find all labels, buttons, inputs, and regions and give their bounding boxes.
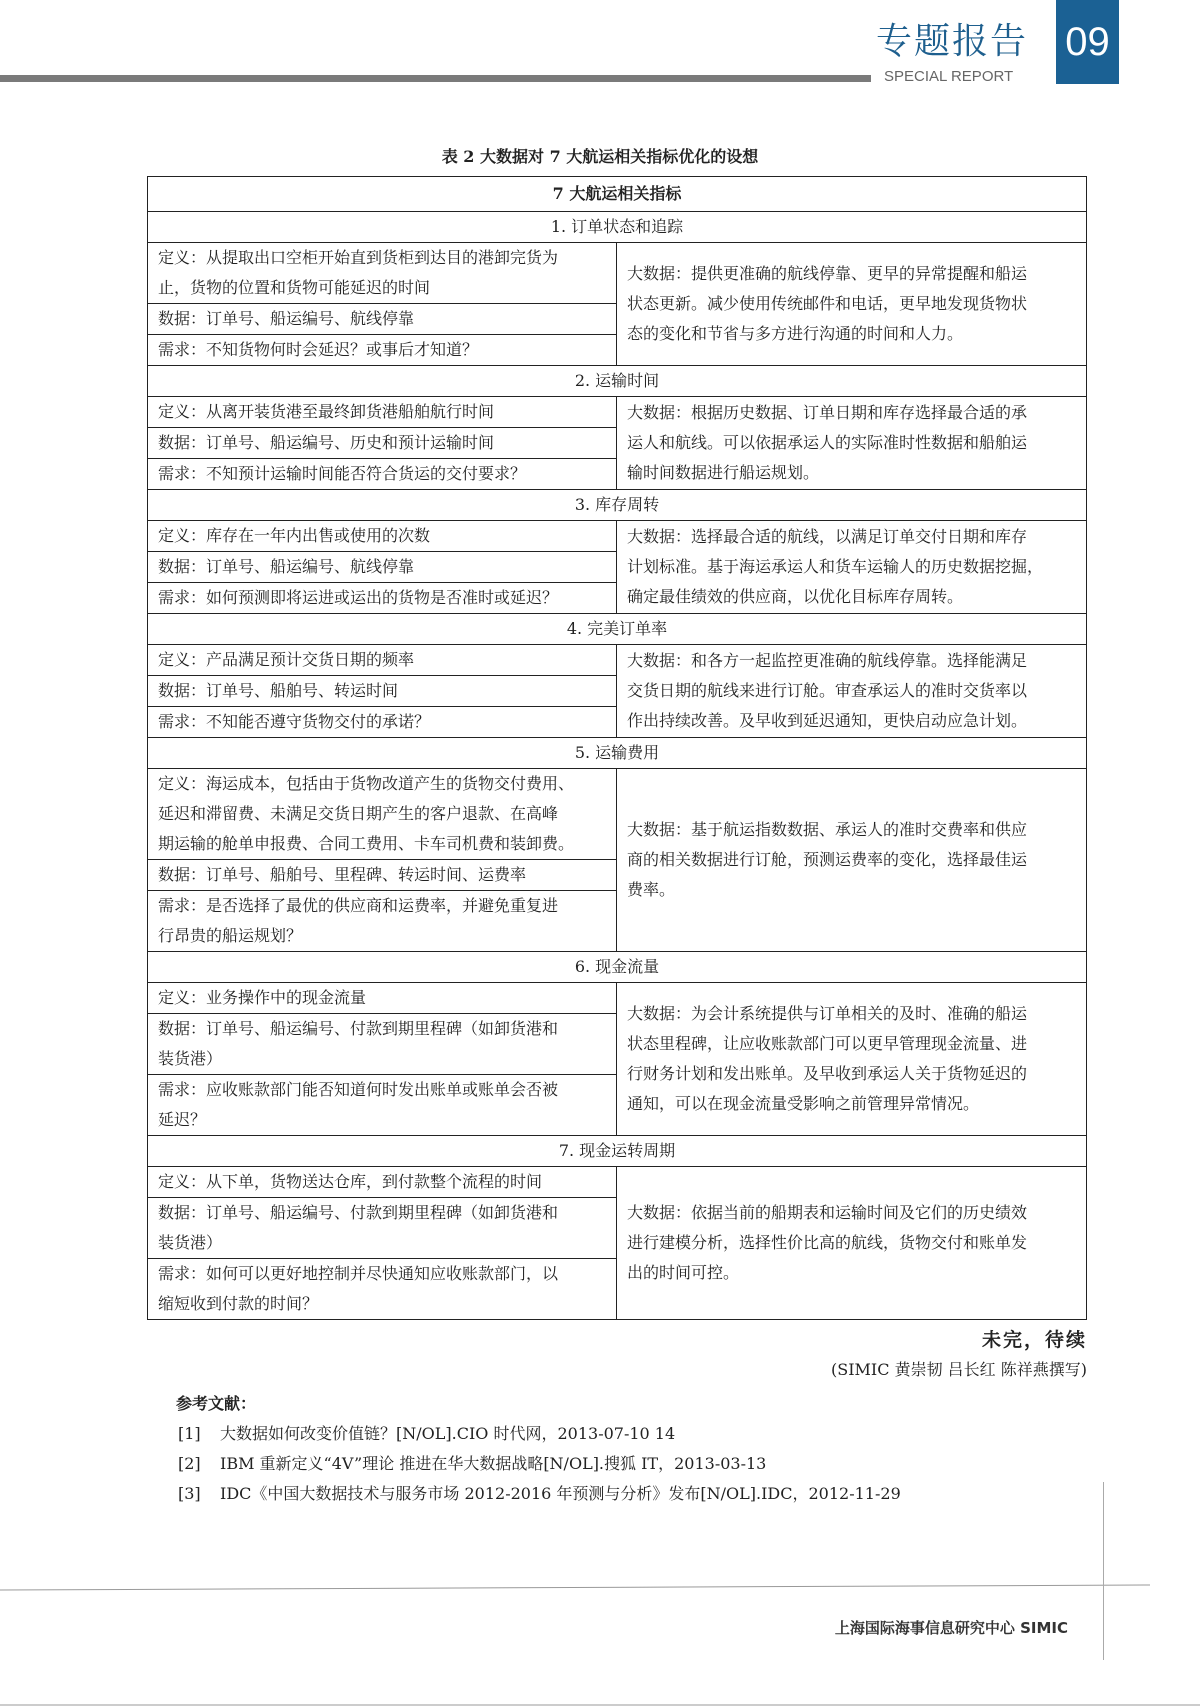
section-title: 6. 现金流量 <box>148 952 1087 983</box>
definition-cell <box>148 645 617 676</box>
cell-line: 止，货物的位置和货物可能延迟的时间 <box>158 278 431 297</box>
section-header-row <box>148 1136 1087 1167</box>
big-data-cell <box>617 397 1087 490</box>
reference-item <box>178 1482 1087 1506</box>
cell-line: 定义：从提取出口空柜开始直到货柜到达目的港卸完货为 <box>158 248 559 267</box>
cell-line: 大数据：选择最合适的航线，以满足订单交付日期和库存 <box>627 527 1028 546</box>
table-row <box>148 769 1087 860</box>
cell-line: 大数据：提供更准确的航线停靠、更早的异常提醒和船运 <box>627 264 1028 283</box>
requirement-cell <box>148 459 617 490</box>
table-row <box>148 983 1087 1014</box>
data-cell <box>148 304 617 335</box>
header-title: 专题报告 <box>876 21 1029 62</box>
cell-line: 需求：如何可以更好地控制并尽快通知应收账款部门，以 <box>158 1264 559 1283</box>
table-title: 7 大航运相关指标 <box>148 177 1087 212</box>
reference-number: [3] <box>178 1484 201 1503</box>
data-cell <box>148 1014 617 1075</box>
header-subtitle: SPECIAL REPORT <box>884 68 1014 85</box>
footer-organization: 上海国际海事信息研究中心 SIMIC <box>834 1619 1068 1637</box>
definition-cell <box>148 521 617 552</box>
big-data-cell <box>617 1167 1087 1320</box>
section-title: 5. 运输费用 <box>148 738 1087 769</box>
requirement-cell <box>148 1259 617 1320</box>
cell-line: 定义：从离开装货港至最终卸货港船舶航行时间 <box>158 402 495 421</box>
cell-line: 进行建模分析，选择性价比高的航线，货物交付和账单发 <box>627 1233 1028 1252</box>
reference-text: IBM 重新定义“4V”理论 推进在华大数据战略[N/OL].搜狐 IT，2013-03-13 <box>220 1454 767 1473</box>
section-title: 2. 运输时间 <box>148 366 1087 397</box>
section-title: 3. 库存周转 <box>148 490 1087 521</box>
cell-line: 状态里程碑，让应收账款部门可以更早管理现金流量、进 <box>627 1034 1028 1053</box>
cell-line: 定义：从下单，货物送达仓库，到付款整个流程的时间 <box>158 1172 543 1191</box>
indicators-table <box>147 176 1087 1320</box>
table-row <box>148 397 1087 428</box>
section-header-row <box>148 366 1087 397</box>
requirement-cell <box>148 335 617 366</box>
data-cell <box>148 1198 617 1259</box>
big-data-cell <box>617 983 1087 1136</box>
page-bottom-rule <box>0 1704 1200 1706</box>
cell-line: 数据：订单号、船运编号、历史和预计运输时间 <box>158 433 495 452</box>
data-cell <box>148 552 617 583</box>
cell-line: 行昂贵的船运规划？ <box>158 926 303 945</box>
section-header-row <box>148 490 1087 521</box>
cell-line: 数据：订单号、船运编号、付款到期里程碑（如卸货港和 <box>158 1203 559 1222</box>
cell-line: 定义：库存在一年内出售或使用的次数 <box>158 526 431 545</box>
cell-line: 计划标准。基于海运承运人和货车运输人的历史数据挖掘， <box>627 557 1044 576</box>
section-header-row <box>148 212 1087 243</box>
table-title-row <box>148 177 1087 212</box>
to-be-continued: 未完，待续 <box>981 1329 1087 1351</box>
big-data-cell <box>617 645 1087 738</box>
cell-line: 需求：不知预计运输时间能否符合货运的交付要求？ <box>158 464 527 483</box>
section-header-row <box>148 738 1087 769</box>
section-header-row <box>148 952 1087 983</box>
requirement-cell <box>148 707 617 738</box>
cell-line: 大数据：依据当前的船期表和运输时间及它们的历史绩效 <box>627 1203 1028 1222</box>
cell-line: 作出持续改善。及早收到延迟通知，更快启动应急计划。 <box>627 711 1028 730</box>
big-data-cell <box>617 769 1087 952</box>
reference-item <box>178 1452 1087 1476</box>
footer-rule <box>0 1584 1150 1590</box>
big-data-cell <box>617 521 1087 614</box>
reference-number: [2] <box>178 1454 201 1473</box>
cell-line: 态的变化和节省与多方进行沟通的时间和人力。 <box>627 324 964 343</box>
cell-line: 状态更新。减少使用传统邮件和电话，更早地发现货物状 <box>627 294 1028 313</box>
cell-line: 数据：订单号、船运编号、航线停靠 <box>158 557 415 576</box>
cell-line: 需求：不知能否遵守货物交付的承诺？ <box>158 712 431 731</box>
table-row <box>148 645 1087 676</box>
cell-line: 大数据：为会计系统提供与订单相关的及时、准确的船运 <box>627 1004 1028 1023</box>
cell-line: 交货日期的航线来进行订舱。审查承运人的准时交货率以 <box>627 681 1028 700</box>
requirement-cell <box>148 583 617 614</box>
data-cell <box>148 676 617 707</box>
cell-line: 缩短收到付款的时间？ <box>158 1294 319 1313</box>
requirement-cell <box>148 891 617 952</box>
cell-line: 确定最佳绩效的供应商，以优化目标库存周转。 <box>627 587 964 606</box>
cell-line: 延迟？ <box>158 1110 207 1129</box>
data-cell <box>148 860 617 891</box>
reference-number: [1] <box>178 1424 201 1443</box>
section-title: 7. 现金运转周期 <box>148 1136 1087 1167</box>
cell-line: 费率。 <box>627 880 676 899</box>
section-title: 4. 完美订单率 <box>148 614 1087 645</box>
cell-line: 大数据：基于航运指数数据、承运人的准时交费率和供应 <box>627 820 1028 839</box>
cell-line: 定义：业务操作中的现金流量 <box>158 988 367 1007</box>
cell-line: 行财务计划和发出账单。及早收到承运人关于货物延迟的 <box>627 1064 1028 1083</box>
page-number: 09 <box>1056 0 1119 84</box>
table-caption: 表 2 大数据对 7 大航运相关指标优化的设想 <box>441 147 759 166</box>
definition-cell <box>148 1167 617 1198</box>
cell-line: 定义：海运成本，包括由于货物改道产生的货物交付费用、 <box>158 774 575 793</box>
definition-cell <box>148 243 617 304</box>
table-row <box>148 1167 1087 1198</box>
table-row <box>148 243 1087 304</box>
reference-text: 大数据如何改变价值链？[N/OL].CIO 时代网，2013-07-10 14 <box>220 1424 676 1443</box>
reference-text: IDC《中国大数据技术与服务市场 2012-2016 年预测与分析》发布[N/OL].IDC，2012-11-29 <box>220 1484 901 1503</box>
definition-cell <box>148 769 617 860</box>
reference-item <box>178 1422 1087 1446</box>
cell-line: 需求：不知货物何时会延迟？或事后才知道？ <box>158 340 479 359</box>
section-header-row <box>148 614 1087 645</box>
cell-line: 通知，可以在现金流量受影响之前管理异常情况。 <box>627 1094 980 1113</box>
table-row <box>148 521 1087 552</box>
cell-line: 需求：应收账款部门能否知道何时发出账单或账单会否被 <box>158 1080 559 1099</box>
cell-line: 商的相关数据进行订舱，预测运费率的变化，选择最佳运 <box>627 850 1028 869</box>
header-rule <box>0 75 871 82</box>
cell-line: 期运输的舱单申报费、合同工费用、卡车司机费和装卸费。 <box>158 834 575 853</box>
content-flow <box>147 176 1087 1506</box>
cell-line: 数据：订单号、船运编号、航线停靠 <box>158 309 415 328</box>
authors: (SIMIC 黄崇韧 吕长红 陈祥燕撰写) <box>831 1360 1087 1379</box>
requirement-cell <box>148 1075 617 1136</box>
cell-line: 大数据：和各方一起监控更准确的航线停靠。选择能满足 <box>627 651 1028 670</box>
footer-vertical-rule <box>1103 1482 1104 1660</box>
data-cell <box>148 428 617 459</box>
cell-line: 定义：产品满足预计交货日期的频率 <box>158 650 415 669</box>
cell-line: 延迟和滞留费、未满足交货日期产生的客户退款、在高峰 <box>158 804 559 823</box>
definition-cell <box>148 983 617 1014</box>
cell-line: 装货港） <box>158 1233 223 1252</box>
cell-line: 数据：订单号、船舶号、里程碑、转运时间、运费率 <box>158 865 527 884</box>
section-title: 1. 订单状态和追踪 <box>148 212 1087 243</box>
cell-line: 大数据：根据历史数据、订单日期和库存选择最合适的承 <box>627 403 1028 422</box>
definition-cell <box>148 397 617 428</box>
cell-line: 运人和航线。可以依据承运人的实际准时性数据和船舶运 <box>627 433 1028 452</box>
big-data-cell <box>617 243 1087 366</box>
cell-line: 装货港） <box>158 1049 223 1068</box>
cell-line: 出的时间可控。 <box>627 1263 740 1282</box>
cell-line: 输时间数据进行船运规划。 <box>627 463 820 482</box>
cell-line: 需求：是否选择了最优的供应商和运费率，并避免重复进 <box>158 896 559 915</box>
cell-line: 数据：订单号、船舶号、转运时间 <box>158 681 399 700</box>
references-heading: 参考文献： <box>176 1394 257 1413</box>
cell-line: 需求：如何预测即将运进或运出的货物是否准时或延迟？ <box>158 588 559 607</box>
cell-line: 数据：订单号、船运编号、付款到期里程碑（如卸货港和 <box>158 1019 559 1038</box>
